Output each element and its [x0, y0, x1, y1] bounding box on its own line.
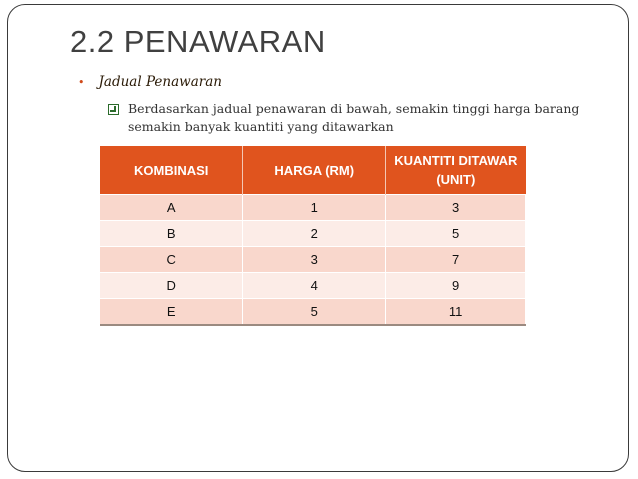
table-cell: 2 — [243, 221, 386, 247]
table-row — [100, 221, 526, 247]
table-header-row — [100, 146, 526, 195]
table-row — [100, 195, 526, 221]
bullet-item — [78, 74, 222, 90]
bullet-dot-icon: • — [78, 75, 85, 89]
table-row — [100, 299, 526, 326]
table-cell: D — [100, 273, 243, 299]
table-cell: 7 — [386, 247, 526, 273]
sub-bullet-text: Berdasarkan jadual penawaran di bawah, semakin tinggi harga barang semakin banyak kuantiti yang ditawarkan — [128, 101, 580, 134]
table-row — [100, 273, 526, 299]
supply-schedule-table — [100, 146, 526, 326]
sub-bullet-item — [108, 100, 588, 136]
checkbox-bullet-icon — [108, 104, 119, 115]
table-cell: 3 — [386, 195, 526, 221]
header-kombinasi: KOMBINASI — [100, 146, 243, 195]
table-cell: E — [100, 299, 243, 326]
table-cell: 4 — [243, 273, 386, 299]
table-cell: 1 — [243, 195, 386, 221]
bullet-text: Jadual Penawaran — [98, 74, 222, 90]
table-cell: 5 — [386, 221, 526, 247]
table-cell: 11 — [386, 299, 526, 326]
table-cell: 3 — [243, 247, 386, 273]
table-cell: 9 — [386, 273, 526, 299]
header-kuantiti: KUANTITI DITAWAR (UNIT) — [386, 146, 526, 195]
table-cell: A — [100, 195, 243, 221]
table-row — [100, 247, 526, 273]
table-cell: 5 — [243, 299, 386, 326]
slide-title: 2.2 PENAWARAN — [70, 24, 326, 59]
header-harga: HARGA (RM) — [243, 146, 386, 195]
table-cell: B — [100, 221, 243, 247]
table-cell: C — [100, 247, 243, 273]
